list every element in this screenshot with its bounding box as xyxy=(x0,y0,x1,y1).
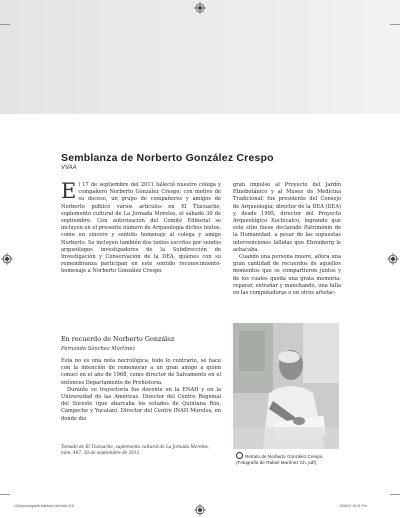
crop-mark xyxy=(0,494,10,495)
paragraph: Durante su trayectoria fue docente en la ENAH y en la Universidad de las Américas. Director del Centro Regional del Sureste (que abarcaba los estados de Quintana Roo, Campeche y Yucatán). Director del Centro INAH Morelos, en donde dio xyxy=(61,386,221,422)
column-left-lower xyxy=(61,358,221,423)
article-title: Semblanza de Norberto González Crespo xyxy=(61,152,274,164)
paragraph: Cuando una persona muere, aflora una gran cantidad de recuerdos de aquellos momentos que se compartieron juntos y de los cuales queda una grata memoria: reparar, extrañar y manchando, una falla en las computadoras o en otros artefac- xyxy=(233,254,341,297)
portrait-illustration xyxy=(233,323,339,449)
column-left xyxy=(61,179,221,276)
caption-text: Retrato de Norberto González Crespo. (Fotografía de Rafael Martínez Ch. pdf) xyxy=(236,454,324,466)
slug-line-right: 6/05/13 15:41 Pm xyxy=(340,504,367,508)
drop-cap: E xyxy=(61,179,77,203)
section-author: Fernando Sánchez Martínez xyxy=(61,346,136,352)
paragraph: Ésta no es una nota necrológica, todo lo contrario, se hace con la intención de rememorar a un gran amigo a quien conocí en el año de 1968, como director de Salvamento en el entonces Departamento de Prehistoria. xyxy=(61,358,221,386)
crop-mark xyxy=(0,24,10,25)
intro-text: l 17 de septiembre del 2011 falleció nuestro colega y compañero Norberto González Crespo; con motivo de su deceso, un grupo de compañeros y amigos de Norberto publicó varios artículos en El Tlacuache, suplemento cultural de La Jornada Morelos, el sábado 30 de septiembre. Con autorización del Comité Editorial se incluyen en el presente número de Arqueología dichos textos, como un sincero y sentido homenaje al colega y amigo Norberto. Se incluyen también dos textos escritos por sendos arqueólogos investigadores de la Subdirección de Investigación y Conservación de la DEA, quienes con su remembranza participan en este sentido reconocimiento-homenaje a Norberto González Crespo. xyxy=(61,182,221,275)
registration-mark-icon xyxy=(194,504,206,516)
paragraph: gran impulso al Proyecto del Jardín Etnobotánico y al Museo de Medicina Tradicional; fue presidente del Consejo de Arqueología; director de la DEA (DEA) y, desde 1995, director del Proyecto Arqueológico Xochicalco, logrando que este sitio fuese declarado Patrimonio de la Humanidad, a pesar de las supuestas intervenciones fallidas que Ehrenberg le achacaba. xyxy=(233,182,341,253)
portrait-photo xyxy=(233,323,339,449)
intro-paragraph xyxy=(61,179,221,276)
crop-mark xyxy=(390,24,400,25)
registration-mark-icon xyxy=(1,253,13,265)
article-author: VVAA xyxy=(61,165,77,171)
footnote: Tomado de El Tlacuache, suplemento cultural de La Jornada Morelos, núm. 487, 30 de septiembre de 2011. xyxy=(61,444,210,455)
photo-caption xyxy=(236,452,342,467)
page-header-band xyxy=(0,0,400,114)
column-right xyxy=(233,182,341,297)
crop-mark xyxy=(390,494,400,495)
registration-mark-icon xyxy=(387,253,399,265)
camera-icon xyxy=(236,452,243,459)
registration-mark-icon xyxy=(194,2,206,14)
section-heading: En recuerdo de Norberto González xyxy=(61,335,175,343)
slug-line-left: 13Arqueologia46-Martínez Iref.indd 218 xyxy=(14,504,74,508)
